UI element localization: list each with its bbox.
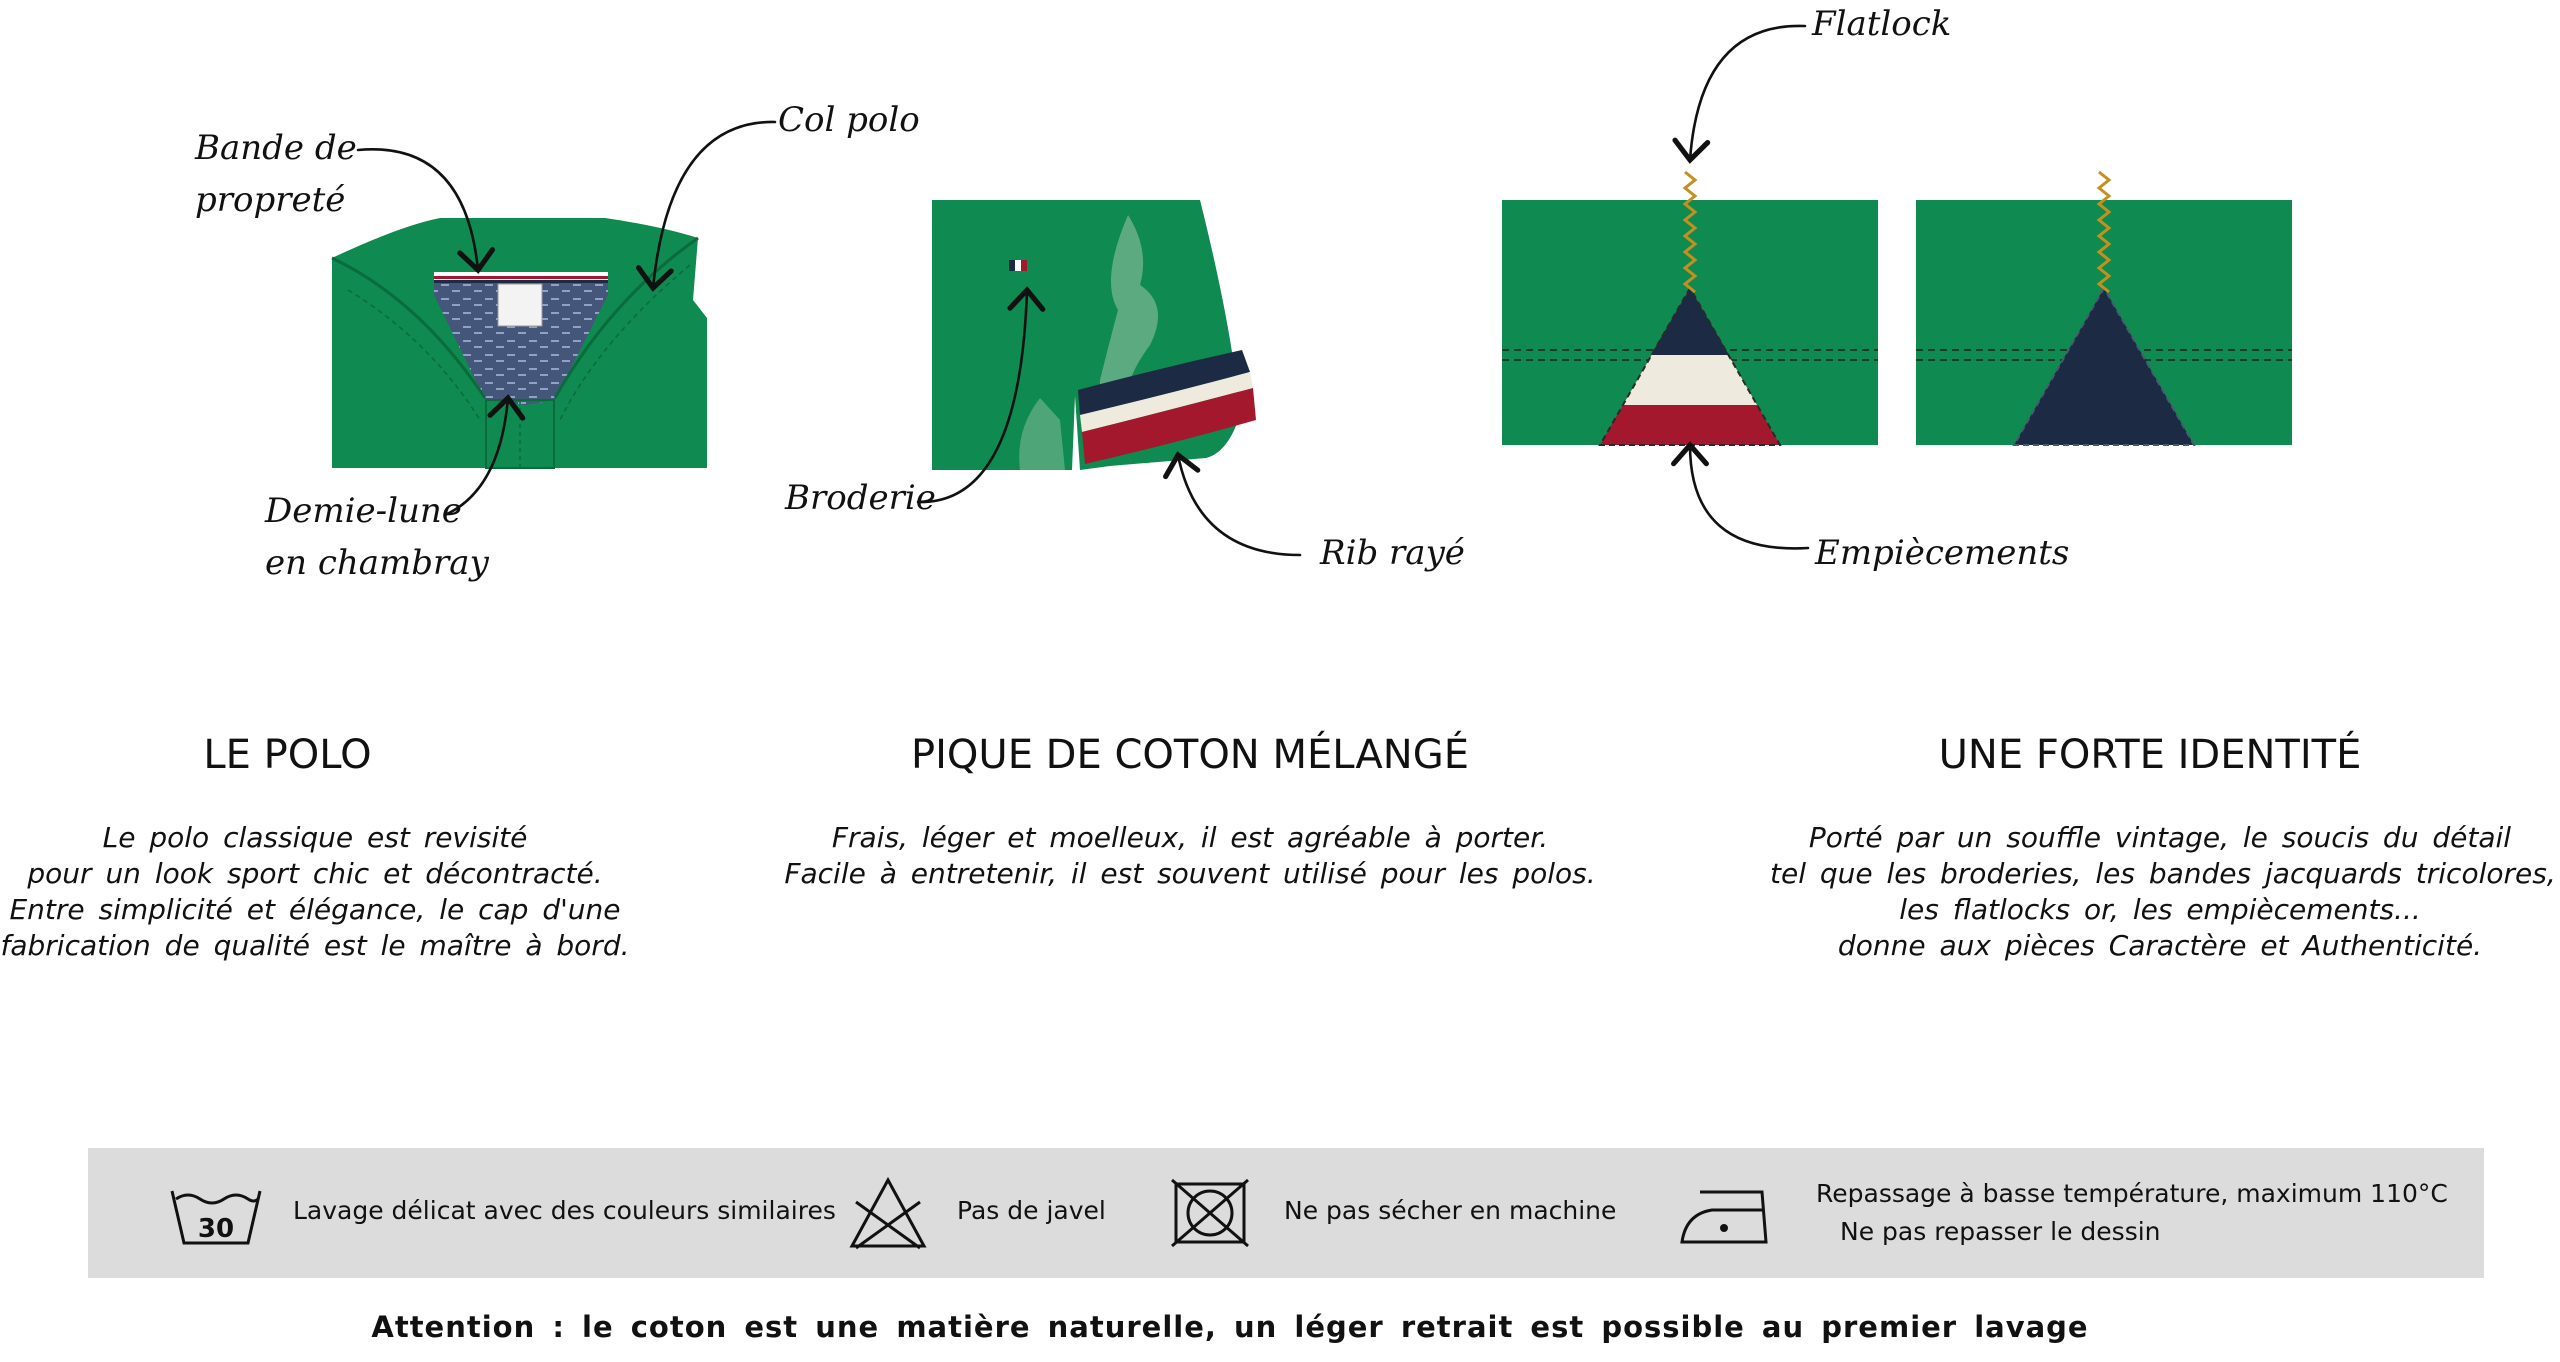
callout-bande-line1: Bande de <box>195 128 357 168</box>
care-text-iron-2: Ne pas repasser le dessin <box>1840 1217 2161 1246</box>
callout-bande-de-proprete <box>195 122 357 226</box>
care-text-iron: Repassage à basse température, maximum 110°C <box>1816 1179 2448 1208</box>
callout-demie-line1: Demie-lune <box>265 491 462 531</box>
care-text-dryer: Ne pas sécher en machine <box>1284 1196 1617 1225</box>
no-tumble-dry-icon <box>1170 1178 1250 1248</box>
section-body-pique-coton <box>760 820 1620 892</box>
callout-empiecements: Empiècements <box>1815 533 2070 573</box>
callout-col-polo: Col polo <box>778 100 920 140</box>
no-bleach-icon <box>848 1176 928 1250</box>
section-line: tel que les broderies, les bandes jacquards tricolores, <box>1770 857 2556 890</box>
callout-demie-line2: en chambray <box>265 543 489 583</box>
callout-broderie: Broderie <box>785 478 936 518</box>
section-line: fabrication de qualité est le maître à bord. <box>0 929 630 962</box>
sleeve-illustration <box>932 200 1256 470</box>
wash-30-icon <box>168 1183 264 1249</box>
section-line: Entre simplicité et élégance, le cap d'une <box>9 893 621 926</box>
section-line: pour un look sport chic et décontracté. <box>27 857 603 890</box>
care-text-bleach: Pas de javel <box>957 1196 1106 1225</box>
attention-notice: Attention : le coton est une matière naturelle, un léger retrait est possible au premier lavage <box>371 1310 2089 1344</box>
section-title-le-polo: LE POLO <box>203 732 372 778</box>
section-line: Facile à entretenir, il est souvent utilisé pour les polos. <box>784 857 1596 890</box>
section-title-pique-coton: PIQUE DE COTON MÉLANGÉ <box>911 732 1469 778</box>
section-line: Frais, léger et moelleux, il est agréable à porter. <box>831 821 1549 854</box>
care-instructions-bar <box>88 1148 2484 1278</box>
section-line: les flatlocks or, les empiècements... <box>1899 893 2421 926</box>
section-line: Le polo classique est revisité <box>102 821 528 854</box>
section-body-forte-identite <box>1770 820 2556 964</box>
section-body-le-polo <box>0 820 630 964</box>
care-text-wash: Lavage délicat avec des couleurs similaires <box>293 1196 836 1225</box>
wash-temperature: 30 <box>197 1214 235 1244</box>
collar-illustration <box>332 218 707 468</box>
flatlock-tricolore-panel <box>1502 172 1878 445</box>
section-line: donne aux pièces Caractère et Authenticité. <box>1837 929 2483 962</box>
callout-bande-line2: propreté <box>195 180 346 220</box>
section-title-forte-identite: UNE FORTE IDENTITÉ <box>1938 732 2362 778</box>
callout-rib-raye: Rib rayé <box>1320 533 1465 573</box>
callout-demie-lune <box>265 485 489 589</box>
callout-flatlock: Flatlock <box>1812 4 1952 44</box>
section-line: Porté par un souffle vintage, le soucis du détail <box>1808 821 2512 854</box>
iron-low-icon <box>1678 1186 1774 1248</box>
flatlock-navy-panel <box>1916 172 2292 445</box>
